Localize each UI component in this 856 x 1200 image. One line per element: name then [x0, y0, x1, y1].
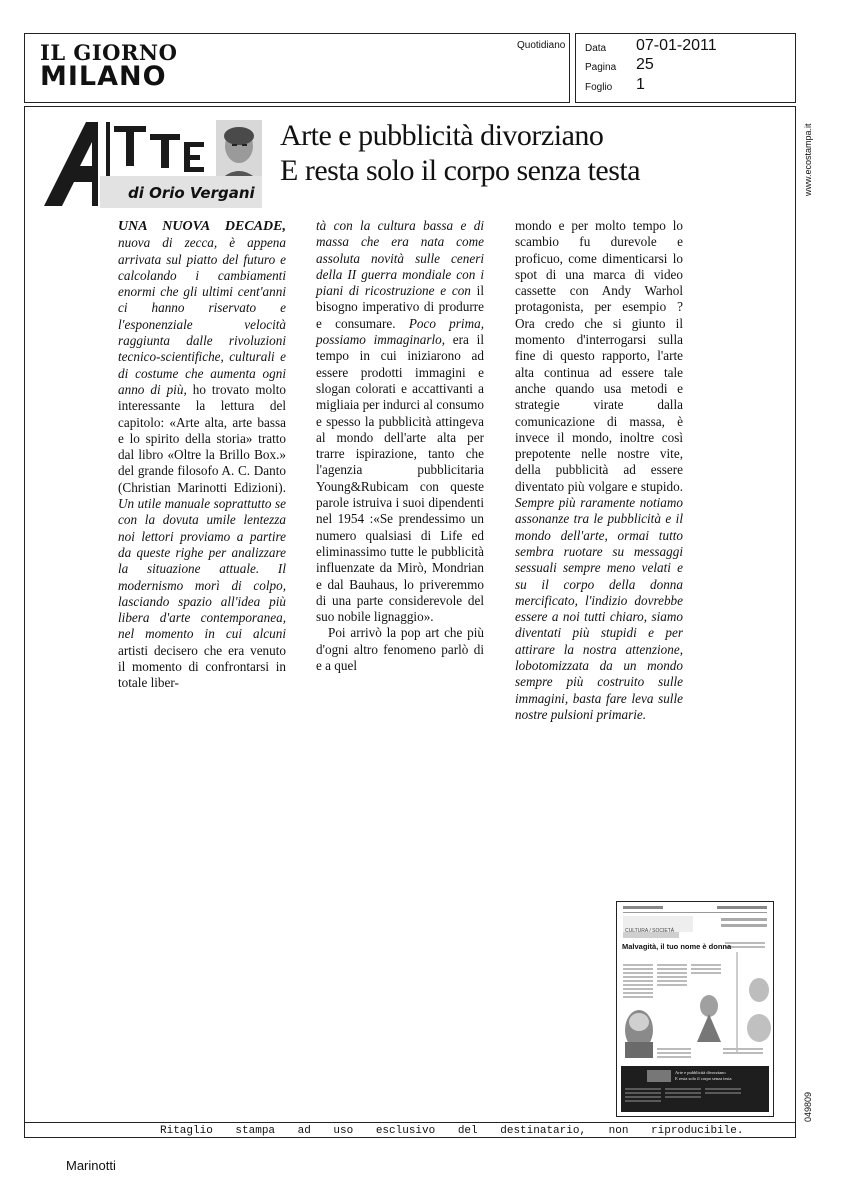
column-2-text-a: tà con la cultura bassa e di massa che era nata come assoluta novità sulle ceneri della II guerra mondiale con i piani di ricostruzione e con: [316, 218, 484, 299]
column-2-paragraph-1: [316, 218, 484, 625]
column-logo: [40, 120, 262, 208]
column-1-text-b: ho trovato molto interessante la lettura del capitolo: «Arte alta, arte bassa e lo spirito della storia» tratto dal libro «Oltre la Brillo Box.» del grande filosofo A. C. Danto (Christian Marinotti Edizioni).: [118, 381, 286, 495]
thumbnail-headline: Malvagità, il tuo nome è donna: [622, 942, 732, 951]
date-label: Data: [585, 43, 607, 54]
column-2-text-b: il bisogno imperativo di produrre e consumare.: [316, 283, 484, 331]
column-2-text-d: era il tempo in cui iniziarono ad essere prodotti immagini e slogan colorati e accattivanti a migliaia per indurci al consumo e spesso la pubblicità attingeva al mondo dell'arte alta per trarre ispirazione, tanto che l'agenzia pubblicitaria Young&Rubicam con queste parole istruiva i suoi dipendenti nel 1954 :«Se prendessimo un numero qualsiasi di Life ed eliminassimo tutte le pubblicità influenzate da Mirò, Mondrian e dal Bauhaus, lo priveremmo di una parte considerevole del suo nobile lignaggio».: [316, 332, 484, 625]
article-headline: [280, 118, 640, 188]
thumbnail-subhead: Arte e pubblicità divorziano: [675, 1070, 726, 1075]
footer-divider: [24, 1122, 796, 1123]
column-1-text-d: artisti decisero che era venuto il momento di confrontarsi in totale liber-: [118, 642, 286, 691]
page-value: 25: [636, 56, 654, 73]
column-2-text-c: Poco prima, possiamo immaginarlo,: [316, 315, 484, 348]
website-vertical: www.ecostampa.it: [803, 123, 813, 196]
article-column-1: [118, 218, 286, 692]
page-label: Pagina: [585, 62, 617, 73]
reproduction-notice: Ritaglio stampa ad uso esclusivo del destinatario, non riproducibile.: [160, 1125, 744, 1137]
column-1-paragraph: [118, 218, 286, 692]
article-column-2: [316, 218, 484, 674]
article-column-3: [515, 218, 683, 723]
code-vertical: 049809: [803, 1091, 813, 1122]
headline-line-2: E resta solo il corpo senza testa: [280, 154, 641, 187]
column-3-text-b: Sempre più raramente notiamo assonanze tra le pubblicità e il mondo dell'arte, ormai tutto sembra ruotare su messaggi sessuali sempre meno velati e su il corpo della donna mercificato, l'indizio dovrebbe essere a noi tutti chiaro, siamo diventati più stupidi e per attirare la nostra attenzione, lobotomizzata da un mondo sempre più costruito sulle immagini, basta fare leva sulle nostre pulsioni primarie.: [515, 495, 683, 722]
sheet-value: 1: [636, 76, 645, 93]
column-2-paragraph-2: Poi arrivò la pop art che più d'ogni altro fenomeno parlò di e a quel: [316, 625, 484, 674]
frequency-label: Quotidiano: [517, 40, 566, 51]
publication-edition: MILANO: [40, 61, 167, 92]
client-name: Marinotti: [66, 1158, 116, 1173]
thumbnail-subhead-2: E resta solo il corpo senza testa: [675, 1076, 732, 1081]
publication-name: IL GIORNO: [40, 40, 178, 65]
lead-in: UNA NUOVA DECADE,: [118, 219, 286, 234]
page-thumbnail: [616, 901, 774, 1117]
column-3-text-a: mondo e per molto tempo lo scambio fu durevole e proficuo, come dimenticarsi lo spot di una marca di video cassette con Andy Warhol protagonista, per esempio ? Ora credo che si giunto il momento d'interrogarsi sulla fine di questo rapporto, l'arte alta continua ad essere tale anche quando usa metodi e strategie virate dalla comunicazione di massa, è invece il mondo, inoltre così prepotente nelle nostre vite, della pubblicità ad essere diventato più volgare e stupido.: [515, 218, 683, 494]
column-byline: di Orio Vergani: [128, 184, 255, 202]
column-1-text-c: Un utile manuale soprattutto se con la dovuta umile lentezza noi lettori proviamo a partire da queste righe per analizzare la situazione attuale. Il modernismo morì di colpo, lasciando spazio all'idea più libera d'arte contemporanea, nel momento in cui alcuni: [118, 496, 286, 642]
headline-line-1: Arte e pubblicità divorziano: [280, 119, 604, 152]
thumbnail-graphic: [617, 902, 773, 1116]
thumbnail-section: CULTURA / SOCIETÀ: [625, 928, 675, 934]
date-value: 07-01-2011: [636, 37, 717, 54]
sheet-label: Foglio: [585, 82, 613, 93]
column-1-text-a: nuova di zecca, è appena arrivata sul piatto del futuro e calcolando i cambiamenti enormi che gli ultimi cent'anni ci hanno riservato e l'esponenziale velocità raggiunta dalle rivoluzioni tecnico-scientifiche, culturali e di costume che aumenta ogni anno di più,: [118, 235, 286, 397]
column-3-paragraph: [515, 218, 683, 723]
